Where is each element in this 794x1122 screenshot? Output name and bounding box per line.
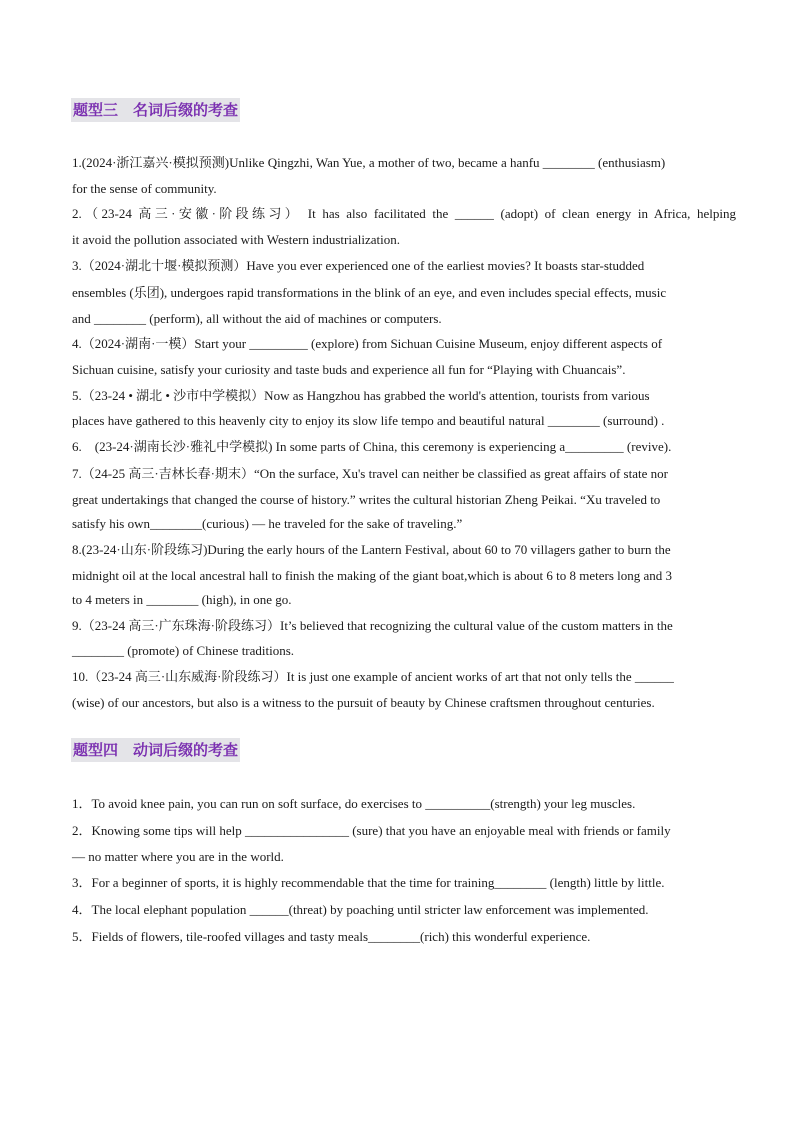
verb-question-4-line-1: 4．The local elephant population ______(threat) by poaching until stricter law enforcement was implemented. bbox=[72, 902, 649, 917]
question-5-line-1: 5.（23-24 • 湖北 • 沙市中学模拟）Now as Hangzhou has grabbed the world's attention, tourists from various bbox=[72, 388, 650, 403]
question-2-line-2: it avoid the pollution associated with Western industrialization. bbox=[72, 232, 400, 247]
question-9-line-1: 9.（23-24 高三·广东珠海·阶段练习）It’s believed that recognizing the cultural value of the custom matters in the bbox=[72, 618, 673, 633]
question-10-line-2: (wise) of our ancestors, but also is a witness to the pursuit of beauty by Chinese craftsmen throughout centuries. bbox=[72, 695, 655, 710]
question-8-line-3: to 4 meters in ________ (high), in one go. bbox=[72, 592, 292, 607]
section-heading-noun-suffix: 题型三 名词后缀的考查 bbox=[71, 98, 240, 122]
verb-question-3-line-1: 3．For a beginner of sports, it is highly recommendable that the time for training________ (length) little by little. bbox=[72, 875, 665, 890]
verb-question-1-line-1: 1．To avoid knee pain, you can run on soft surface, do exercises to __________(strength) your leg muscles. bbox=[72, 796, 636, 811]
question-7-line-1: 7.（24-25 高三·吉林长春·期末）“On the surface, Xu's travel can neither be classified as great affairs of state nor bbox=[72, 466, 668, 481]
verb-question-5-line-1: 5．Fields of flowers, tile-roofed villages and tasty meals________(rich) this wonderful experience. bbox=[72, 929, 591, 944]
question-10-line-1: 10.（23-24 高三·山东威海·阶段练习）It is just one example of ancient works of art that not only tells the ______ bbox=[72, 669, 674, 684]
question-4-line-2: Sichuan cuisine, satisfy your curiosity and taste buds and experience all fun for “Playing with Chuancais”. bbox=[72, 362, 626, 377]
question-2-line-1: 2.（23-24 高三·安徽·阶段练习） It has also facilitated the ______ (adopt) of clean energy in Africa, helping bbox=[72, 206, 736, 221]
verb-question-2-line-2: — no matter where you are in the world. bbox=[72, 849, 284, 864]
question-7-line-2: great undertakings that changed the course of history.” writes the cultural historian Zheng Peikai. “Xu traveled to bbox=[72, 492, 661, 507]
question-9-line-2: ________ (promote) of Chinese traditions. bbox=[72, 643, 295, 658]
question-4-line-1: 4.（2024·湖南·一模）Start your _________ (explore) from Sichuan Cuisine Museum, enjoy different aspects of bbox=[72, 336, 663, 351]
question-3-line-1: 3.（2024·湖北十堰·模拟预测）Have you ever experienced one of the earliest movies? It boasts star-studded bbox=[72, 258, 645, 273]
question-7-line-3: satisfy his own________(curious) — he traveled for the sake of traveling.” bbox=[72, 516, 463, 531]
question-8-line-1: 8.(23-24·山东·阶段练习)During the early hours of the Lantern Festival, about 60 to 70 villagers gather to burn the bbox=[72, 542, 671, 557]
question-5-line-2: places have gathered to this heavenly city to enjoy its slow life tempo and beautiful natural ________ (surround) . bbox=[72, 413, 665, 428]
question-3-line-2: ensembles (乐团), undergoes rapid transformations in the blink of an eye, and even includes special effects, music bbox=[72, 285, 667, 300]
question-3-line-3: and ________ (perform), all without the aid of machines or computers. bbox=[72, 311, 442, 326]
verb-question-2-line-1: 2．Knowing some tips will help ________________ (sure) that you have an enjoyable meal with friends or family bbox=[72, 823, 671, 838]
question-6-line-1: 6. (23-24·湖南长沙·雅礼中学模拟) In some parts of China, this ceremony is experiencing a_________ (revive). bbox=[72, 439, 672, 454]
question-1-line-2: for the sense of community. bbox=[72, 181, 217, 196]
section-heading-verb-suffix: 题型四 动词后缀的考查 bbox=[71, 738, 240, 762]
question-8-line-2: midnight oil at the local ancestral hall to finish the making of the giant boat,which is about 6 to 8 meters long and 3 bbox=[72, 568, 673, 583]
question-1-line-1: 1.(2024·浙江嘉兴·模拟预测)Unlike Qingzhi, Wan Yue, a mother of two, became a hanfu ________ (enthusiasm) bbox=[72, 155, 666, 170]
